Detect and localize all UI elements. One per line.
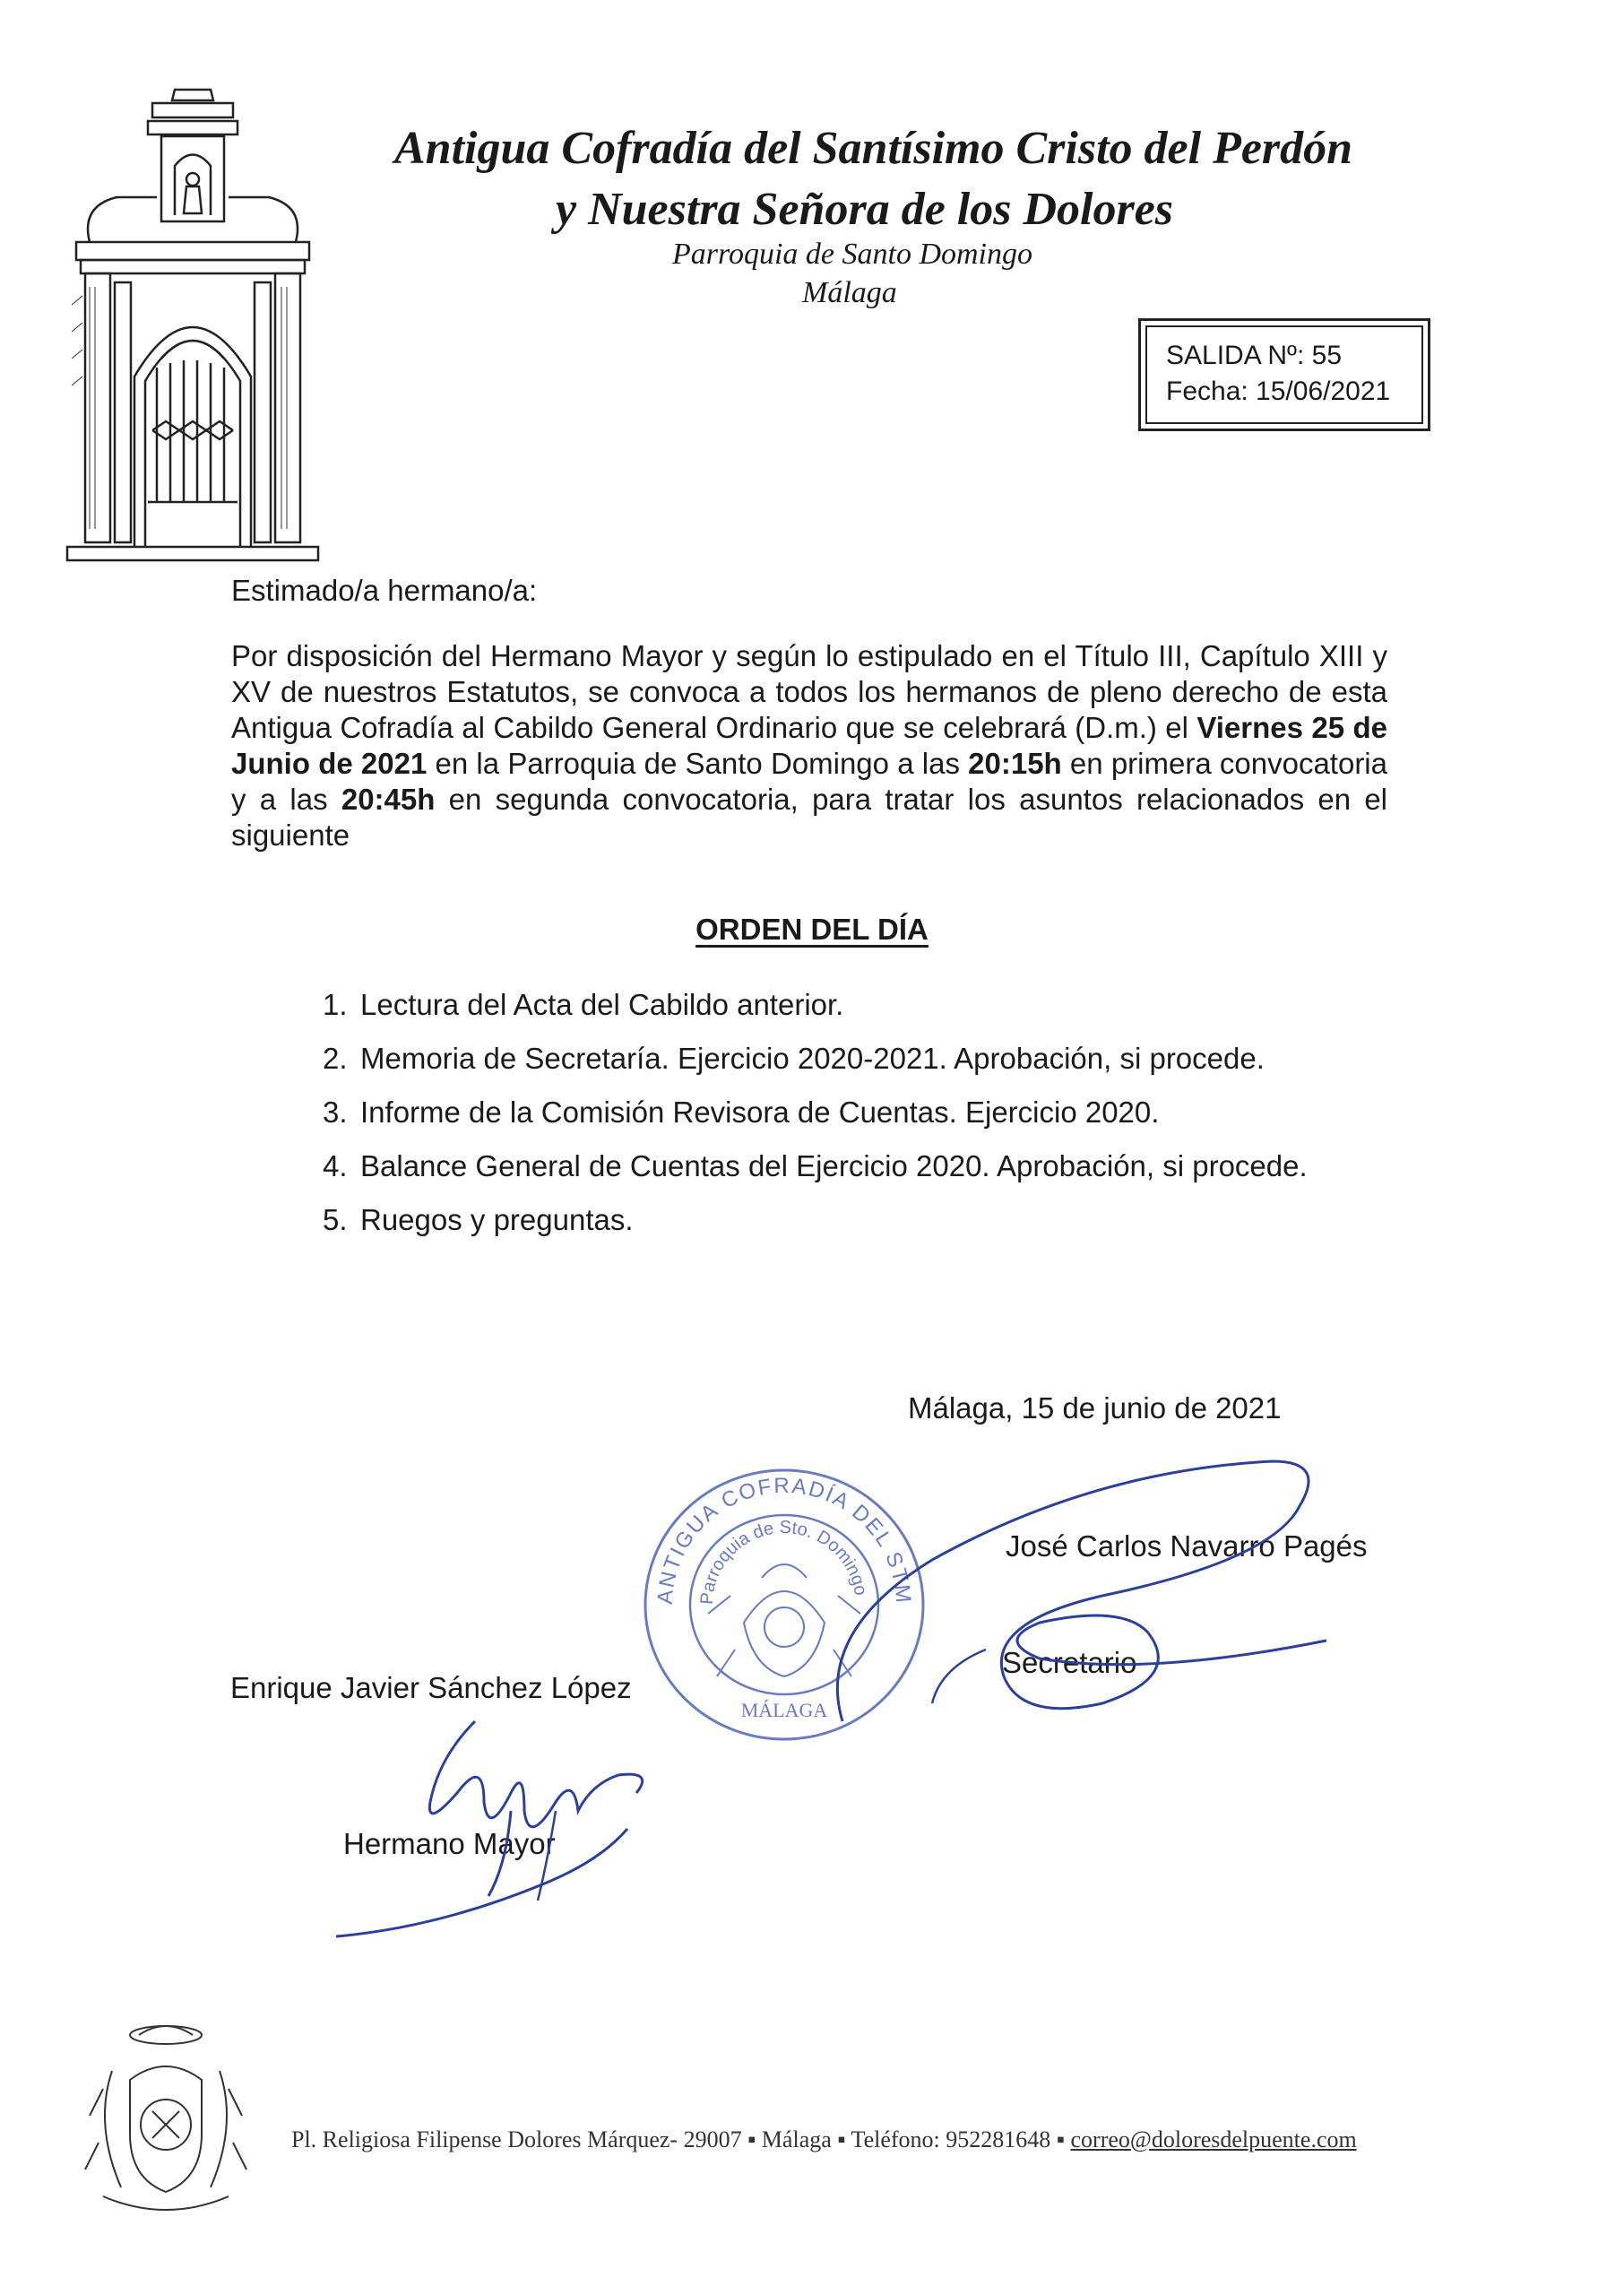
president-name: Enrique Javier Sánchez López [230, 1671, 632, 1704]
body-text-1: Por disposición del Hermano Mayor y según lo estipulado en el Título III, Capítulo XIII y XV de nuestros Estatutos, se convoca a todos los hermanos de pleno derecho de esta Antigua Cofradía al Cabildo General Ordinario que se celebrará (D.m.) el [231, 639, 1387, 744]
president-role: Hermano Mayor [343, 1827, 556, 1860]
secretary-role: Secretario [1002, 1646, 1137, 1679]
footer-email-link[interactable]: correo@doloresdelpuente.com [1070, 2126, 1357, 2152]
agenda-item-text: Informe de la Comisión Revisora de Cuentas. Ejercicio 2020. [360, 1096, 1160, 1129]
brotherhood-title-line1: Antigua Cofradía del Santísimo Cristo del Perdón [394, 123, 1353, 174]
agenda-list [323, 988, 1308, 1257]
signing-date: Málaga, 15 de junio de 2021 [908, 1391, 1282, 1425]
body-bold-first-time: 20:15h [968, 747, 1062, 780]
agenda-item-text: Balance General de Cuentas del Ejercicio 2020. Aprobación, si procede. [360, 1149, 1308, 1182]
parish-name: Parroquia de Santo Domingo [672, 238, 1033, 271]
agenda-item-text: Ruegos y preguntas. [360, 1203, 634, 1236]
body-bold-date: Viernes 25 de Junio de 2021 [231, 711, 1387, 780]
letter-body [231, 638, 1387, 853]
agenda-item [323, 1042, 1308, 1096]
reference-box [1138, 318, 1430, 431]
agenda-item-number: 2. [323, 1042, 348, 1075]
agenda-item [323, 1096, 1308, 1149]
chapel-logo [63, 81, 323, 565]
salutation: Estimado/a hermano/a: [231, 574, 538, 607]
secretary-signature [807, 1434, 1344, 1739]
svg-text:ANTIGUA COFRADÍA DEL STMO. CRI: ANTIGUA COFRADÍA DEL STMO. CRISTO DEL PERDÓN Y NTRA. SRA. DE LOS DOLORES [626, 1442, 916, 1606]
agenda-item [323, 988, 1308, 1042]
city-name: Málaga [802, 276, 897, 309]
footer-address: Pl. Religiosa Filipense Dolores Márquez- 29007 ▪ Málaga ▪ Teléfono: 952281648 ▪ [291, 2126, 1071, 2152]
body-text-2: en la Parroquia de Santo Domingo a las [427, 747, 969, 780]
agenda-item-number: 5. [323, 1203, 348, 1236]
secretary-name: José Carlos Navarro Pagés [1006, 1529, 1368, 1563]
coat-of-arms [76, 2017, 255, 2223]
agenda-title: ORDEN DEL DÍA [695, 913, 929, 946]
salida-number: SALIDA Nº: 55 [1166, 341, 1343, 370]
brotherhood-title-line2: y Nuestra Señora de los Dolores [556, 184, 1174, 235]
footer-contact [291, 2126, 1357, 2153]
agenda-item-number: 3. [323, 1096, 348, 1129]
body-text-3: en primera convocatoria y a las [231, 747, 1387, 816]
svg-text:MÁLAGA: MÁLAGA [740, 1699, 828, 1721]
agenda-item [323, 1149, 1308, 1203]
svg-text:Parroquia de Sto. Domingo: Parroquia de Sto. Domingo [696, 1517, 871, 1606]
agenda-item-text: Memoria de Secretaría. Ejercicio 2020-2021. Aprobación, si procede. [360, 1042, 1265, 1075]
agenda-item-text: Lectura del Acta del Cabildo anterior. [360, 988, 844, 1021]
president-signature [332, 1685, 735, 1954]
agenda-item-number: 4. [323, 1149, 348, 1182]
agenda-item [323, 1203, 1308, 1257]
body-bold-second-time: 20:45h [341, 783, 436, 816]
fecha-date: Fecha: 15/06/2021 [1166, 377, 1391, 406]
body-text-4: en segunda convocatoria, para tratar los asuntos relacionados en el siguiente [231, 783, 1388, 852]
agenda-item-number: 1. [323, 988, 348, 1021]
